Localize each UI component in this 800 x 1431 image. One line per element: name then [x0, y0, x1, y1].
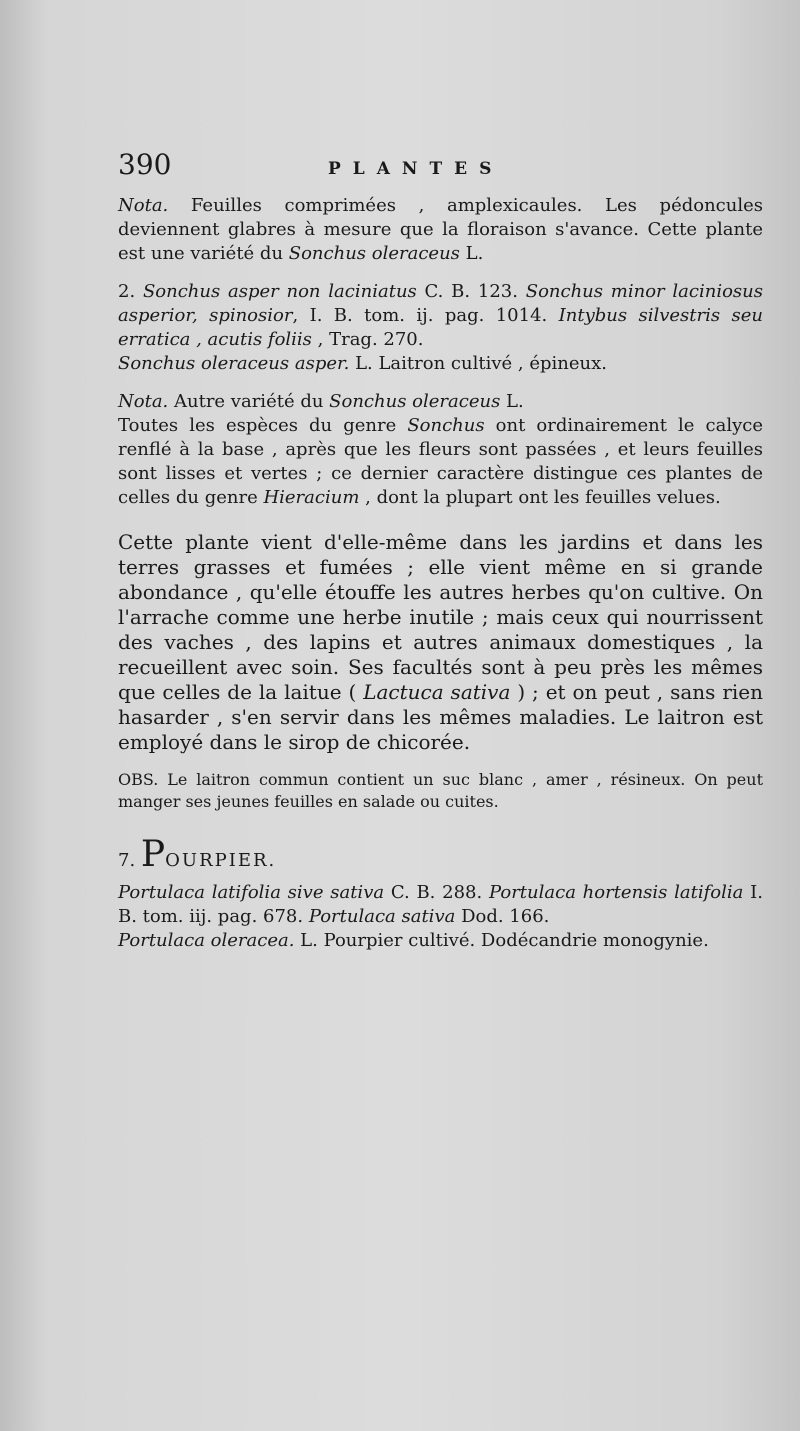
italic-text: Intybus silvestris seu erratica , acutis foliis [118, 305, 763, 350]
uses-paragraph [118, 530, 763, 755]
genus-note-paragraph [118, 414, 763, 510]
text-run: , I. B. tom. ij. pag. 1014. [292, 305, 559, 326]
text-run: Toutes les espèces du genre [118, 415, 408, 436]
text-run: 2. [118, 281, 143, 302]
italic-text: Sonchus [407, 415, 485, 436]
section-dropcap: P [140, 834, 166, 875]
text-run: L. Pourpier cultivé. Dodécandrie monogynie. [294, 930, 709, 951]
text-run: C. B. 123. [416, 281, 526, 302]
text-run: L. [459, 243, 484, 264]
synonym-paragraph-portulaca [118, 881, 763, 929]
linnaean-name-portulaca [118, 929, 763, 953]
text-run: Autre variété du [168, 391, 330, 412]
text-run: Dod. 166. [455, 906, 550, 927]
italic-text: Sonchus asper non laciniatus [142, 281, 417, 302]
page-header [118, 148, 763, 184]
text-run: ) ; et on peut , sans rien hasarder , s'en servir dans les mêmes maladies. Le laitron est employé dans le sirop de chicorée. [118, 680, 763, 754]
text-run: , Trag. 270. [311, 329, 424, 350]
text-run: C. B. 288. [384, 882, 489, 903]
section-title-rest: OURPIER. [165, 850, 277, 871]
nota-paragraph-2 [118, 390, 763, 414]
text-run: OBS. Le laitron commun contient un suc blanc , amer , résineux. On peut manger ses jeunes feuilles en salade ou cuites. [118, 770, 763, 811]
synonym-paragraph-sonchus-asper [118, 280, 763, 352]
obs-paragraph [118, 769, 763, 813]
text-run: , dont la plupart ont les feuilles velues. [359, 487, 721, 508]
text-run: ont ordinairement le calyce renflé à la base , après que les fleurs sont passées , et leurs feuilles sont lisses et vertes ; ce dernier caractère distingue ces plantes de celles du genre [118, 415, 763, 508]
text-run: Feuilles comprimées , amplexicaules. Les pédoncules deviennent glabres à mesure que la floraison s'avance. Cette plante est une variété du [118, 195, 763, 264]
italic-text: Hieracium [263, 487, 360, 508]
italic-text: Nota. [118, 195, 169, 216]
italic-text: Portulaca oleracea. [118, 930, 295, 951]
text-run: L. [500, 391, 524, 412]
text-run: L. Laitron cultivé , épineux. [349, 353, 607, 374]
italic-text: Portulaca latifolia sive sativa [118, 882, 385, 903]
italic-text: Sonchus minor laciniosus asperior, spinosior [118, 281, 763, 326]
italic-text: Sonchus oleraceus [288, 243, 460, 264]
italic-text: Lactuca sativa [363, 680, 511, 704]
running-title: PLANTES [328, 159, 504, 179]
text-run: I. B. tom. iij. pag. 678. [118, 882, 763, 927]
italic-text: Sonchus oleraceus asper. [118, 353, 350, 374]
page-number: 390 [118, 148, 172, 181]
italic-text: Sonchus oleraceus [329, 391, 501, 412]
linnaean-name-sonchus-asper [118, 352, 763, 376]
section-heading-pourpier [118, 835, 763, 881]
italic-text: Portulaca hortensis latifolia [488, 882, 744, 903]
page-content [118, 148, 763, 953]
italic-text: Nota. [118, 391, 169, 412]
section-number: 7. [118, 850, 136, 871]
italic-text: Portulaca sativa [308, 906, 456, 927]
nota-paragraph-1 [118, 194, 763, 266]
text-run: Cette plante vient d'elle-même dans les jardins et dans les terres grasses et fumées ; elle vient même en si grande abondance , qu'elle étouffe les autres herbes qu'on cultive. On l'arrache comme une herbe inutile ; mais ceux qui nourrissent des vaches , des lapins et autres animaux domestiques , la recueillent avec soin. Ses facultés sont à peu près les mêmes que celles de la laitue ( [118, 530, 763, 704]
